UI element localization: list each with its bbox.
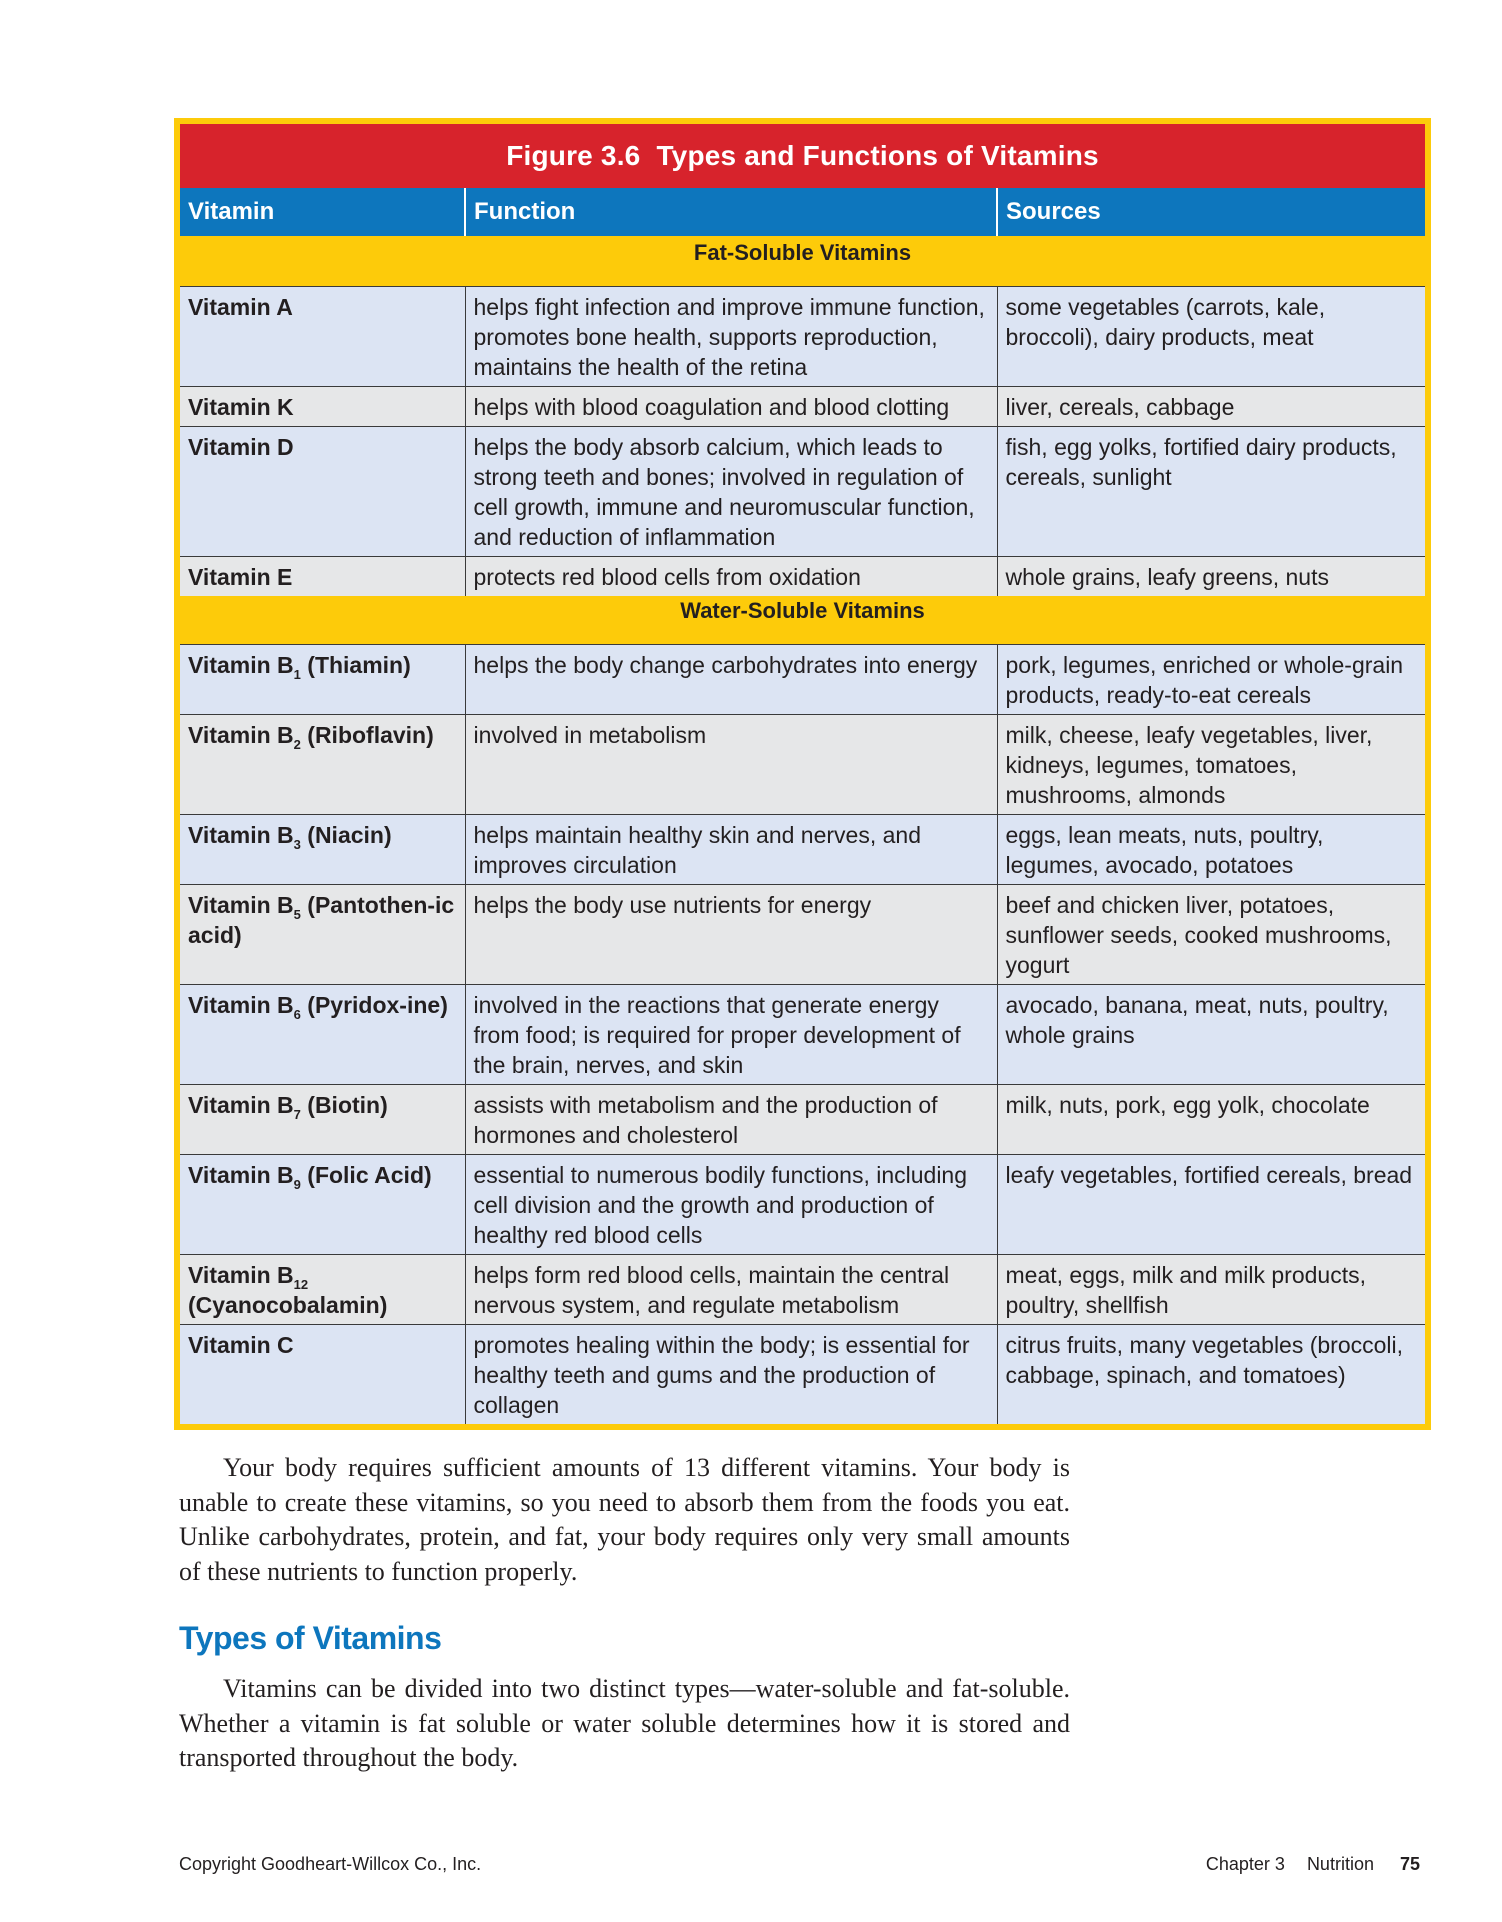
table-row (180, 815, 1425, 885)
vitamin-name: Vitamin $B_{12}$ (Cyanocobalamin) (180, 1255, 465, 1325)
table-header-row (180, 188, 1425, 237)
section-row (180, 596, 1425, 645)
column-header-sources: Sources (997, 188, 1425, 237)
vitamin-function: essential to numerous bodily functions, including cell division and the growth and production of healthy red blood cells (465, 1155, 997, 1255)
vitamin-name: Vitamin $B_9$ (Folic Acid) (180, 1155, 465, 1255)
section-label: Fat-Soluble Vitamins (180, 237, 1425, 287)
vitamin-sources: pork, legumes, enriched or whole-grain products, ready-to-eat cereals (997, 645, 1425, 715)
vitamin-function: assists with metabolism and the production of hormones and cholesterol (465, 1085, 997, 1155)
vitamin-sources: beef and chicken liver, potatoes, sunflower seeds, cooked mushrooms, yogurt (997, 885, 1425, 985)
chapter-label: Chapter 3 (1205, 1854, 1285, 1874)
table-row (180, 1155, 1425, 1255)
page-number: 75 (1399, 1854, 1420, 1874)
table-row (180, 387, 1425, 427)
vitamin-sources: avocado, banana, meat, nuts, poultry, whole grains (997, 985, 1425, 1085)
vitamin-sources: meat, eggs, milk and milk products, poultry, shellfish (997, 1255, 1425, 1325)
table-row (180, 287, 1425, 387)
table-row (180, 1085, 1425, 1155)
figure-title (180, 124, 1425, 188)
intro-paragraph: Your body requires sufficient amounts of 13 different vitamins. Your body is unable to create these vitamins, so you need to absorb them from the foods you eat. Unlike carbohydrates, protein, and fat, your body requires only very small amounts of these nutrients to function properly. (179, 1453, 1070, 1586)
vitamin-name: Vitamin A (180, 287, 465, 387)
vitamin-name: Vitamin $B_3$ (Niacin) (180, 815, 465, 885)
vitamin-function: involved in metabolism (465, 715, 997, 815)
section-row (180, 237, 1425, 287)
vitamin-function: protects red blood cells from oxidation (465, 557, 997, 597)
vitamin-function: helps fight infection and improve immune function, promotes bone health, supports reproduction, maintains the health of the retina (465, 287, 997, 387)
vitamin-sources: liver, cereals, cabbage (997, 387, 1425, 427)
copyright-notice: Copyright Goodheart-Willcox Co., Inc. (179, 1854, 482, 1874)
vitamin-function: helps maintain healthy skin and nerves, and improves circulation (465, 815, 997, 885)
table-row (180, 985, 1425, 1085)
vitamin-function: involved in the reactions that generate energy from food; is required for proper development of the brain, nerves, and skin (465, 985, 997, 1085)
page-footer (1184, 1854, 1420, 1875)
vitamin-name: Vitamin D (180, 427, 465, 557)
table-row (180, 1255, 1425, 1325)
vitamin-name: Vitamin $B_5$ (Pantothen-ic acid) (180, 885, 465, 985)
vitamin-function: helps the body use nutrients for energy (465, 885, 997, 985)
vitamin-function: promotes healing within the body; is essential for healthy teeth and gums and the production of collagen (465, 1325, 997, 1425)
section-label: Water-Soluble Vitamins (180, 596, 1425, 645)
table-row (180, 1325, 1425, 1425)
table-row (180, 427, 1425, 557)
vitamin-sources: whole grains, leafy greens, nuts (997, 557, 1425, 597)
vitamin-sources: eggs, lean meats, nuts, poultry, legumes, avocado, potatoes (997, 815, 1425, 885)
vitamin-name: Vitamin K (180, 387, 465, 427)
vitamin-sources: citrus fruits, many vegetables (broccoli, cabbage, spinach, and tomatoes) (997, 1325, 1425, 1425)
figure-number: Figure 3.6 (506, 140, 641, 171)
types-paragraph: Vitamins can be divided into two distinct types—water-soluble and fat-soluble. Whether a vitamin is fat soluble or water soluble determines how it is stored and transported throughout the body. (179, 1674, 1070, 1772)
table-row (180, 715, 1425, 815)
table-row (180, 645, 1425, 715)
vitamin-name: Vitamin E (180, 557, 465, 597)
vitamin-sources: fish, egg yolks, fortified dairy products, cereals, sunlight (997, 427, 1425, 557)
vitamins-figure (174, 118, 1431, 1430)
vitamin-function: helps the body change carbohydrates into energy (465, 645, 997, 715)
table-row (180, 885, 1425, 985)
figure-title-text: Types and Functions of Vitamins (656, 140, 1099, 171)
vitamin-name: Vitamin $B_7$ (Biotin) (180, 1085, 465, 1155)
vitamin-function: helps form red blood cells, maintain the central nervous system, and regulate metabolism (465, 1255, 997, 1325)
vitamin-sources: leafy vegetables, fortified cereals, bread (997, 1155, 1425, 1255)
vitamin-name: Vitamin $B_1$ (Thiamin) (180, 645, 465, 715)
vitamin-function: helps with blood coagulation and blood clotting (465, 387, 997, 427)
vitamin-name: Vitamin $B_6$ (Pyridox-ine) (180, 985, 465, 1085)
vitamin-function: helps the body absorb calcium, which leads to strong teeth and bones; involved in regulation of cell growth, immune and neuromuscular function, and reduction of inflammation (465, 427, 997, 557)
column-header-vitamin: Vitamin (180, 188, 465, 237)
vitamin-sources: some vegetables (carrots, kale, broccoli), dairy products, meat (997, 287, 1425, 387)
chapter-title: Nutrition (1306, 1854, 1374, 1874)
vitamin-name: Vitamin C (180, 1325, 465, 1425)
vitamin-name: Vitamin $B_2$ (Riboflavin) (180, 715, 465, 815)
section-heading: Types of Vitamins (179, 1620, 442, 1656)
column-header-function: Function (465, 188, 997, 237)
table-row (180, 557, 1425, 597)
vitamin-sources: milk, nuts, pork, egg yolk, chocolate (997, 1085, 1425, 1155)
vitamins-table (180, 188, 1425, 1424)
vitamin-sources: milk, cheese, leafy vegetables, liver, kidneys, legumes, tomatoes, mushrooms, almonds (997, 715, 1425, 815)
